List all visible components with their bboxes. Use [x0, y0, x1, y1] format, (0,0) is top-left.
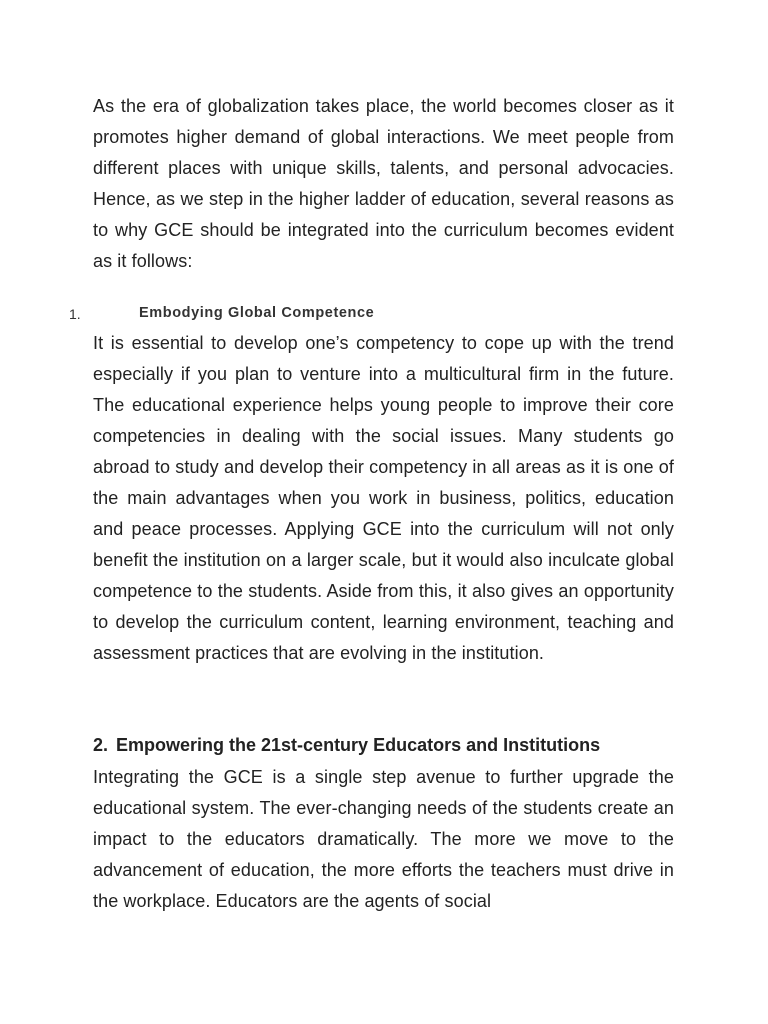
section-2-heading-row: [93, 735, 600, 756]
section-1-body: It is essential to develop one’s competency to cope up with the trend especially if you plan to venture into a multicultural firm in the future. The educational experience helps young people to improve their core competencies in dealing with the social issues. Many students go abroad to study and develop their competency in all areas as it is one of the main advantages when you work in business, politics, education and peace processes. Applying GCE into the curriculum will not only benefit the institution on a larger scale, but it would also inculcate global competence to the students. Aside from this, it also gives an opportunity to develop the curriculum content, learning environment, teaching and assessment practices that are evolving in the institution.: [93, 333, 674, 663]
section-2-number: 2.: [93, 735, 109, 755]
section-2-heading: Empowering the 21st-century Educators and Institutions: [116, 735, 601, 755]
section-1-number: 1.: [69, 306, 81, 322]
intro-paragraph: As the era of globalization takes place, the world becomes closer as it promotes higher demand of global interactions. We meet people from different places with unique skills, talents, and personal advocacies. Hence, as we step in the higher ladder of education, several reasons as to why GCE should be integrated into the curriculum becomes evident as it follows:: [93, 96, 674, 271]
section-2-body: Integrating the GCE is a single step avenue to further upgrade the educational system. The ever-changing needs of the students create an impact to the educators dramatically. The more we move to the advancement of education, the more efforts the teachers must drive in the workplace. Educators are the agents of social: [93, 767, 674, 911]
section-1-heading: Embodying Global Competence: [139, 305, 375, 321]
